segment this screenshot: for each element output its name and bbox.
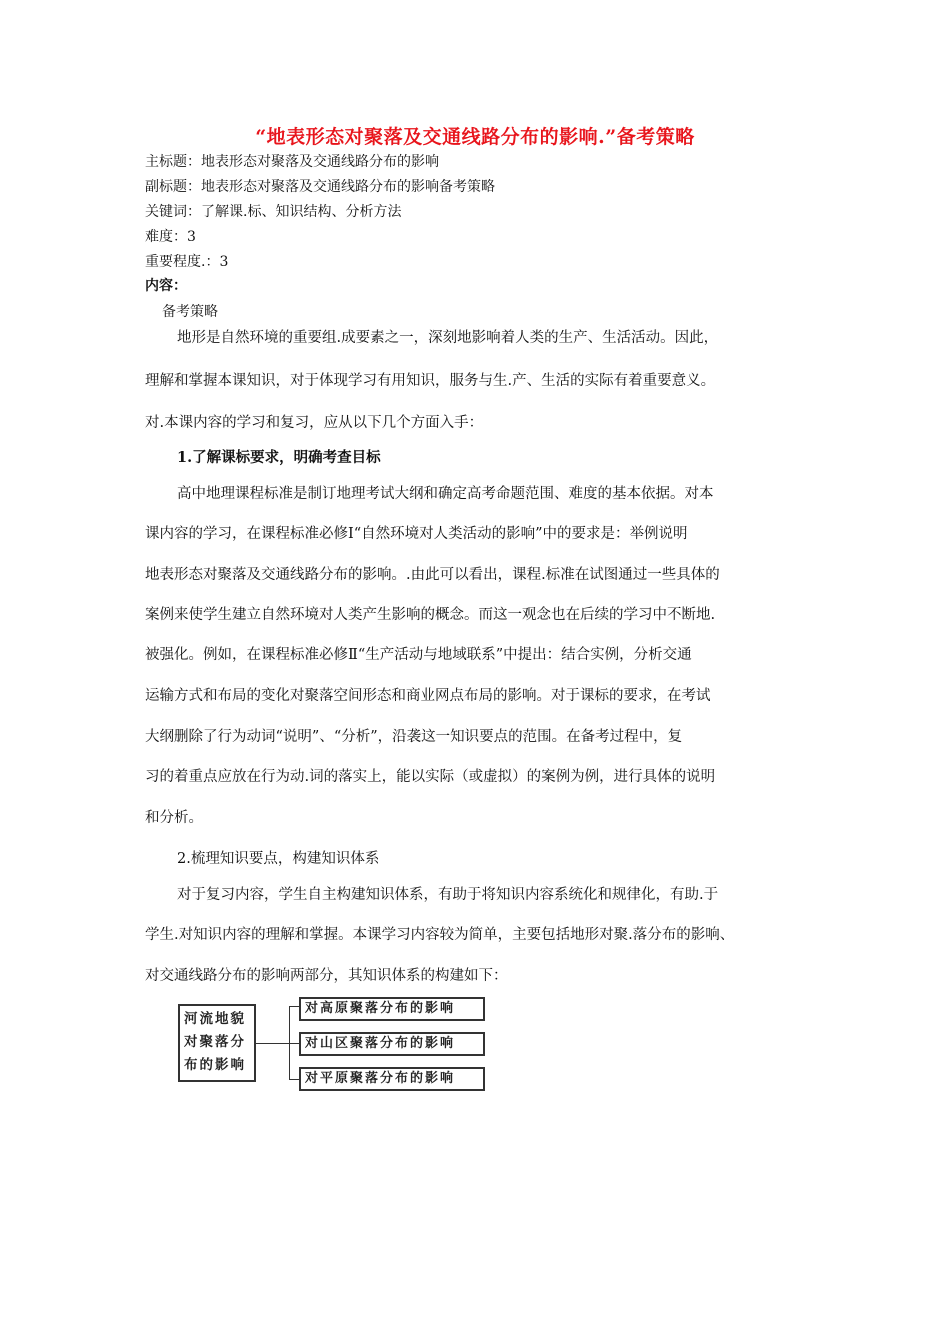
diagram-stub (289, 1079, 299, 1080)
intro-line: 地形是自然环境的重要组.成要素之一，深刻地影响着人类的生产、生活活动。因此， (177, 330, 719, 346)
diagram-stub (289, 1043, 299, 1044)
intro-line: 对.本课内容的学习和复习，应从以下几个方面入手： (145, 415, 484, 431)
section1-heading: 1.了解课标要求，明确考查目标 (177, 449, 381, 466)
sub-title-line: 副标题：地表形态对聚落及交通线路分布的影响备考策略 (145, 179, 495, 195)
section1-line: 大纲删除了行为动词“说明”、“分析”，沿袭这一知识要点的范围。在备考过程中，复 (145, 729, 683, 745)
section1-line: 习的着重点应放在行为动.词的落实上，能以实际（或虚拟）的案例为例，进行具体的说明 (145, 769, 716, 785)
diagram-root-line: 河流地貌 (184, 1011, 246, 1027)
document-title: “地表形态对聚落及交通线路分布的影响.”备考策略 (255, 126, 695, 148)
diagram-stub (289, 1006, 299, 1007)
strategy-subheading: 备考策略 (162, 304, 218, 320)
diagram-connector (256, 1043, 290, 1044)
section1-line: 课内容的学习，在课程标准必修Ⅰ“自然环境对人类活动的影响”中的要求是：举例说明 (145, 526, 688, 542)
diagram-root-line: 对聚落分 (184, 1034, 246, 1050)
importance-line: 重要程度.：3 (145, 254, 229, 270)
intro-line: 理解和掌握本课知识，对于体现学习有用知识，服务与生.产、生活的实际有着重要意义。 (145, 373, 716, 389)
knowledge-diagram (178, 997, 488, 1089)
content-label: 内容： (145, 278, 187, 294)
diagram-branch-plain: 对平原聚落分布的影响 (299, 1067, 485, 1091)
diagram-root-line: 布的影响 (184, 1057, 246, 1073)
section2-line: 对于复习内容，学生自主构建知识体系，有助于将知识内容系统化和规律化，有助.于 (177, 887, 719, 903)
main-title-line: 主标题：地表形态对聚落及交通线路分布的影响 (145, 154, 439, 170)
section2-line: 学生.对知识内容的理解和掌握。本课学习内容较为简单，主要包括地形对聚.落分布的影响、 (145, 927, 735, 943)
diagram-root-box (178, 1004, 256, 1082)
section1-line: 高中地理课程标准是制订地理考试大纲和确定高考命题范围、难度的基本依据。对本 (177, 486, 714, 502)
section1-line: 地表形态对聚落及交通线路分布的影响。.由此可以看出，课程.标准在试图通过一些具体的 (145, 567, 720, 583)
diagram-branch-mountain: 对山区聚落分布的影响 (299, 1032, 485, 1056)
section2-heading: 2.梳理知识要点，构建知识体系 (177, 851, 380, 867)
diagram-branch-plateau: 对高原聚落分布的影响 (299, 997, 485, 1021)
section2-line: 对交通线路分布的影响两部分，其知识体系的构建如下： (145, 968, 508, 984)
difficulty-line: 难度：3 (145, 229, 196, 245)
section1-line: 被强化。例如，在课程标准必修Ⅱ“生产活动与地域联系”中提出：结合实例，分析交通 (145, 647, 692, 663)
section1-line: 和分析。 (145, 810, 203, 826)
keywords-line: 关键词：了解课.标、知识结构、分析方法 (145, 204, 402, 220)
section1-line: 运输方式和布局的变化对聚落空间形态和商业网点布局的影响。对于课标的要求，在考试 (145, 688, 711, 704)
section1-line: 案例来使学生建立自然环境对人类产生影响的概念。而这一观念也在后续的学习中不断地. (145, 607, 716, 623)
